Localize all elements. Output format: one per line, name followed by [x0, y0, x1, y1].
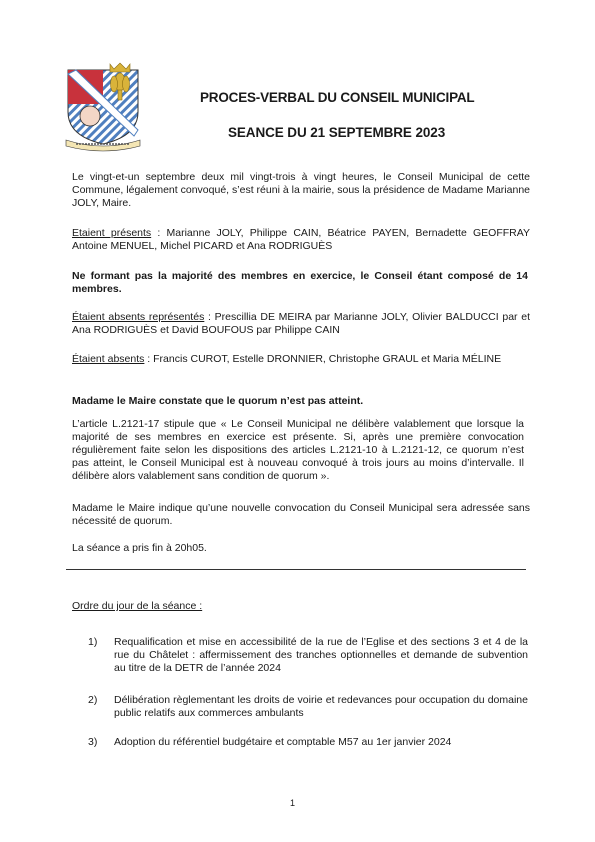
agenda-heading: Ordre du jour de la séance : [72, 600, 203, 612]
absent-represented-label: Étaient absents représentés [72, 311, 205, 323]
present-list: : Marianne JOLY, Philippe CAIN, Béatrice PAYEN, Bernadette GEOFFRAY Antoine MENUEL, Michel PICARD et Ana RODRIGUÈS [72, 227, 530, 252]
absent-paragraph [72, 353, 530, 366]
quorum-statement: Madame le Maire constate que le quorum n’est pas atteint. [72, 395, 364, 407]
section-divider [66, 569, 526, 570]
document-title: PROCES-VERBAL DU CONSEIL MUNICIPAL [200, 90, 475, 105]
article-paragraph: L’article L.2121-17 stipule que « Le Conseil Municipal ne délibère valablement que lorsque la majorité de ses membres en exercice est présente. Si, après une première convocation régulièrement faite selon les dispositions des articles L.2121-10 à L.2121-12, ce quorum n’est pas atteint, le Conseil Municipal est à nouveau convoqué à trois jours au moins d’intervalle. Il délibère alors valablement sans condition de quorum ». [72, 418, 524, 482]
absent-list: : Francis CUROT, Estelle DRONNIER, Christophe GRAUL et Maria MÉLINE [144, 353, 502, 365]
absent-represented-list: : Prescillia DE MEIRA par Marianne JOLY, Olivier BALDUCCI par et Ana RODRIGUÈS et David BOUFOUS par Philippe CAIN [72, 311, 530, 336]
quorum-warning: Ne formant pas la majorité des membres en exercice, le Conseil étant composé de 14 membres. [72, 270, 528, 295]
agenda-item-number: 3) [88, 736, 98, 748]
absent-represented-paragraph [72, 311, 530, 337]
agenda-item-number: 1) [88, 636, 98, 648]
coat-of-arms-logo [62, 60, 144, 152]
agenda-item-text: Délibération règlementant les droits de voirie et redevances pour occupation du domaine public relatifs aux commerces ambulants [114, 694, 528, 719]
new-convocation-paragraph: Madame le Maire indique qu’une nouvelle convocation du Conseil Municipal sera adressée sans nécessité de quorum. [72, 502, 530, 527]
session-date-title: SEANCE DU 21 SEPTEMBRE 2023 [228, 125, 446, 140]
present-paragraph [72, 227, 530, 253]
agenda-item [88, 694, 528, 720]
absent-label: Étaient absents [72, 353, 145, 365]
agenda-item-number: 2) [88, 694, 98, 706]
agenda-item [88, 736, 528, 749]
intro-paragraph: Le vingt-et-un septembre deux mil vingt-trois à vingt heures, le Conseil Municipal de cette Commune, légalement convoqué, s’est réuni à la mairie, sous la présidence de Madame Marianne JOLY, Maire. [72, 171, 530, 209]
agenda-item [88, 636, 528, 675]
page-number: 1 [290, 798, 296, 808]
closing-line: La séance a pris fin à 20h05. [72, 542, 207, 554]
present-label: Etaient présents [72, 227, 152, 239]
agenda-item-text: Adoption du référentiel budgétaire et comptable M57 au 1er janvier 2024 [114, 736, 452, 748]
agenda-item-text: Requalification et mise en accessibilité de la rue de l’Eglise et des sections 3 et 4 de la rue du Châtelet : affermissement des tranches optionnelles et demande de subvention au titre de la DETR de l’année 2024 [114, 636, 528, 674]
